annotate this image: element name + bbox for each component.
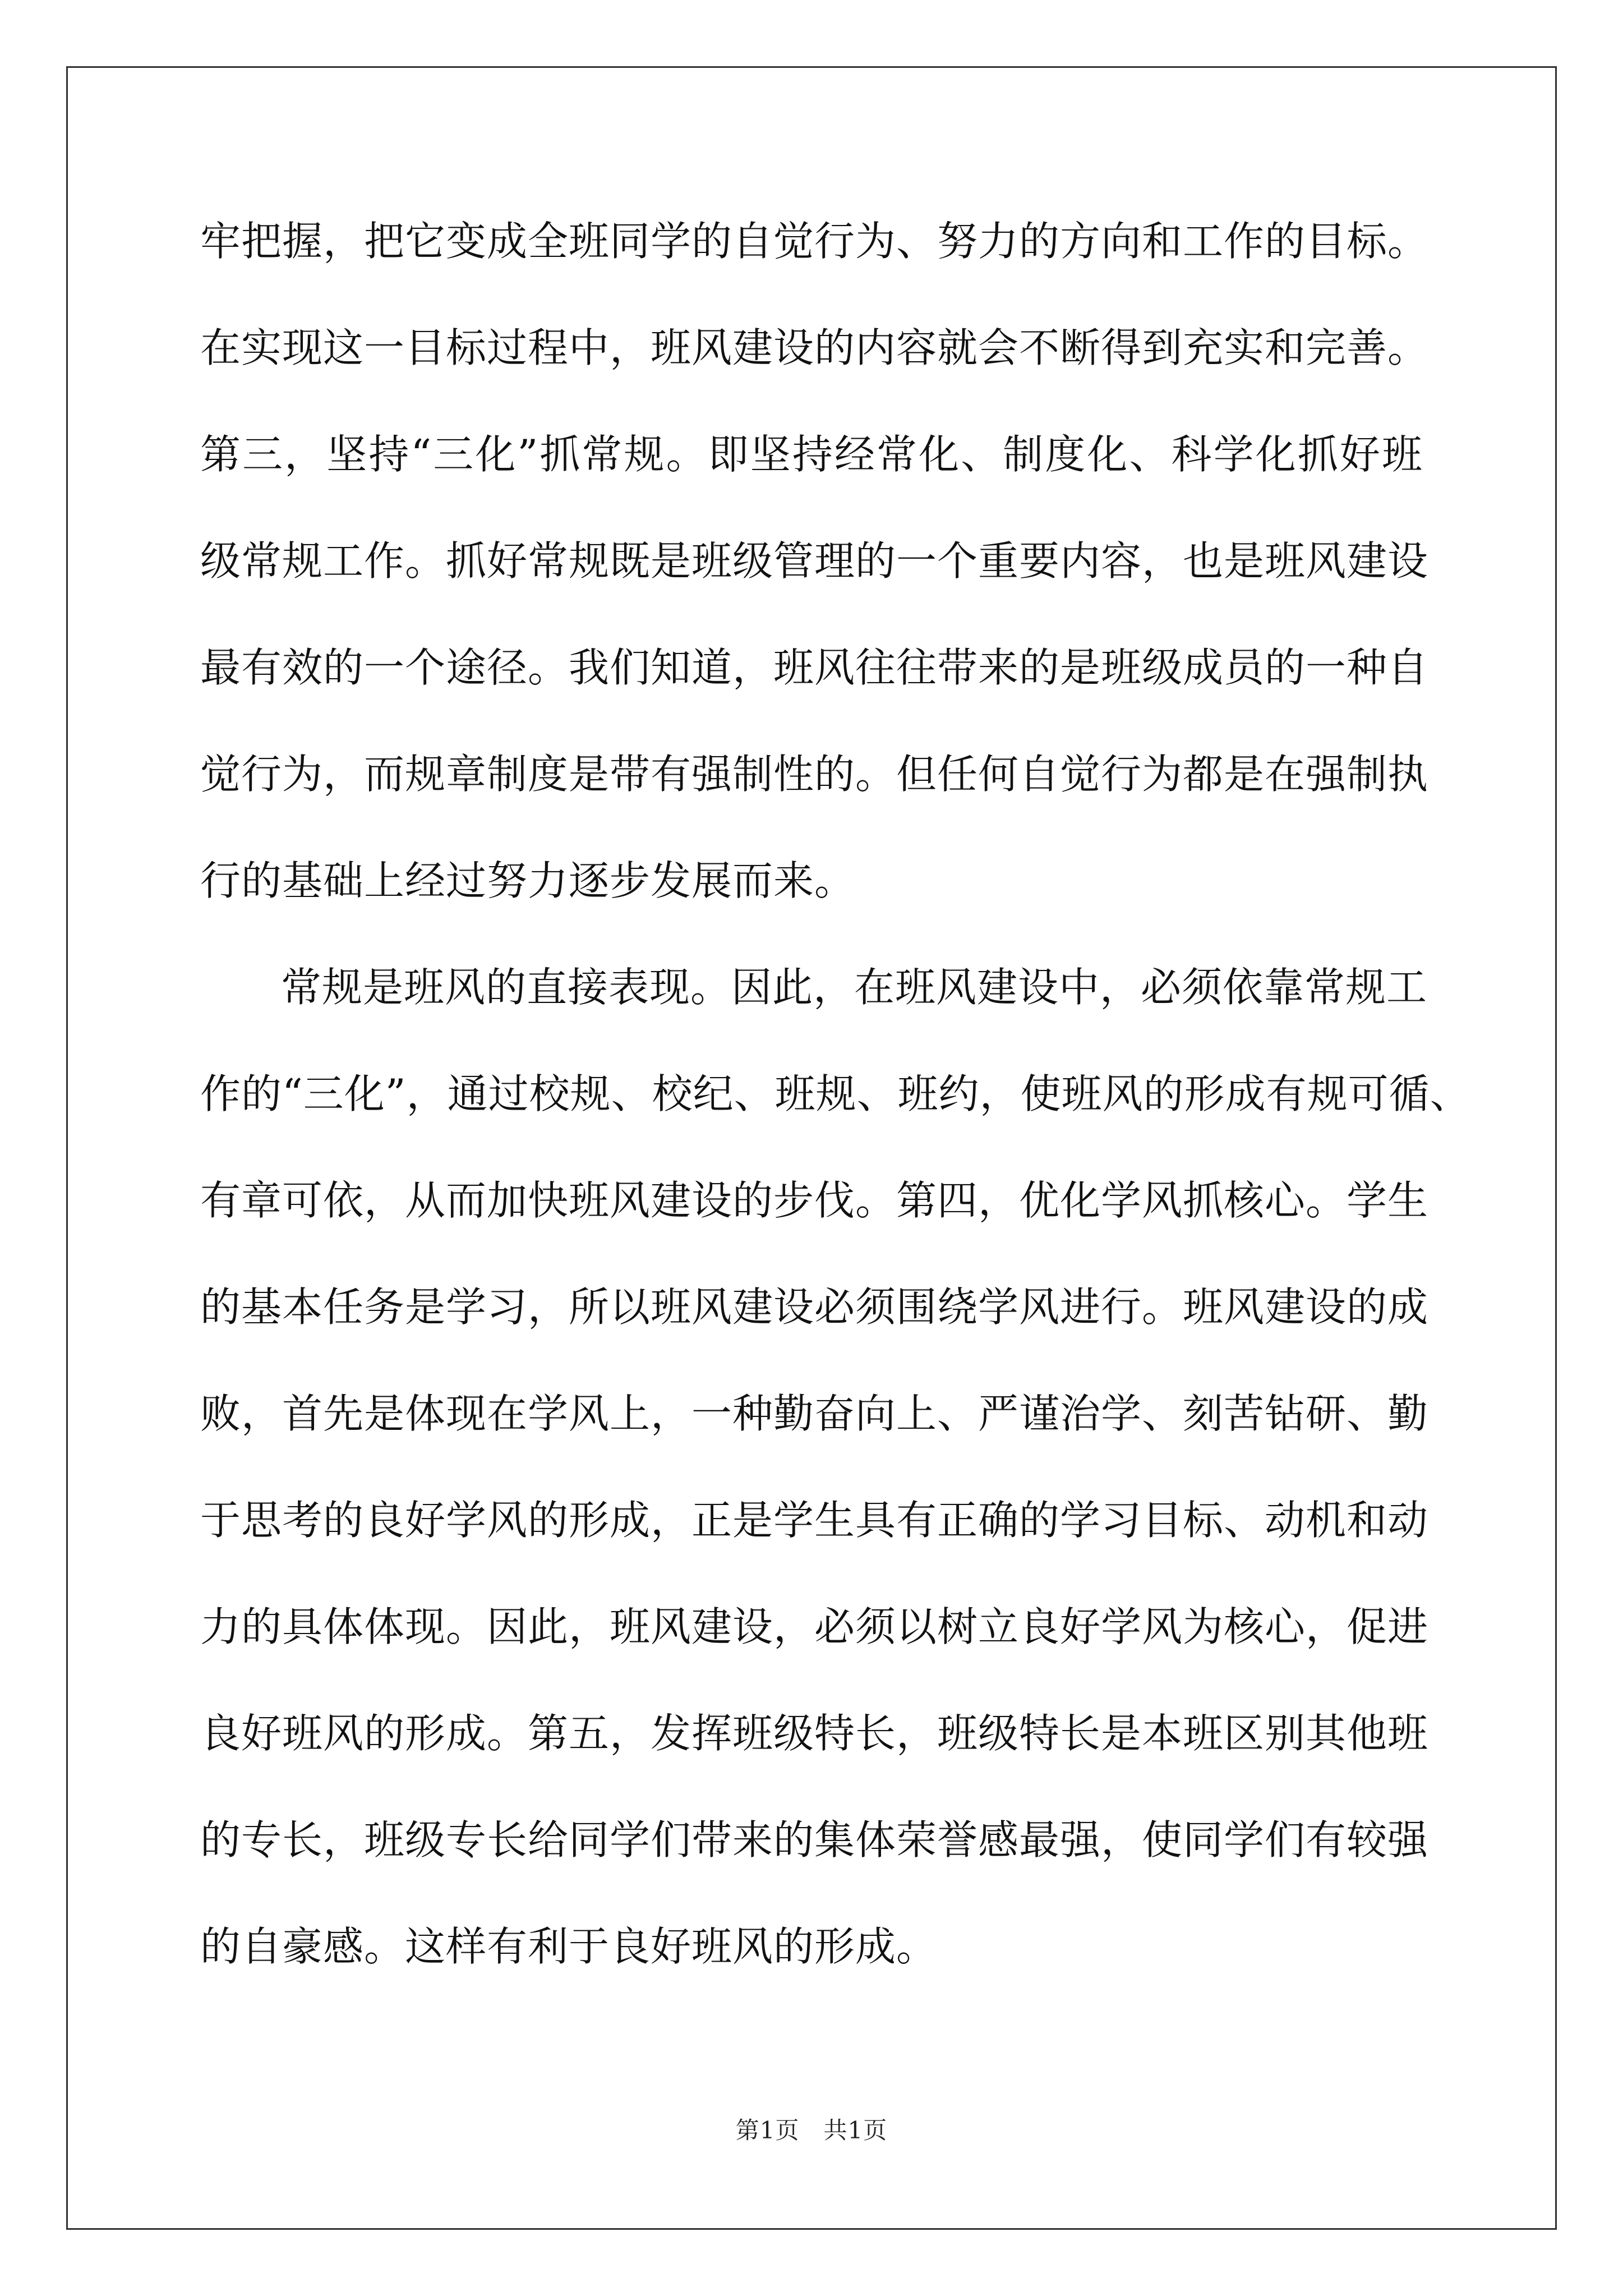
page-number-footer: 第1页 共1页 bbox=[735, 2116, 888, 2144]
text-line: 败，首先是体现在学风上，一种勤奋向上、严谨治学、刻苦钻研、勤 bbox=[200, 1390, 1429, 1437]
text-line: 第三，坚持“三化”抓常规。即坚持经常化、制度化、科学化抓好班 bbox=[200, 431, 1423, 478]
text-line: 最有效的一个途径。我们知道，班风往往带来的是班级成员的一种自 bbox=[200, 644, 1429, 691]
text-line: 的专长，班级专长给同学们带来的集体荣誉感最强，使同学们有较强 bbox=[200, 1816, 1429, 1864]
text-line: 力的具体体现。因此，班风建设，必须以树立良好学风为核心，促进 bbox=[200, 1603, 1429, 1650]
text-line: 觉行为，而规章制度是带有强制性的。但任何自觉行为都是在强制执 bbox=[200, 751, 1429, 798]
document-body bbox=[200, 205, 1471, 2017]
paragraph-first-line: 常规是班风的直接表现。因此，在班风建设中，必须依靠常规工 bbox=[281, 964, 1428, 1011]
text-line: 良好班风的形成。第五，发挥班级特长，班级特长是本班区别其他班 bbox=[200, 1710, 1429, 1757]
text-line: 的基本任务是学习，所以班风建设必须围绕学风进行。班风建设的成 bbox=[200, 1283, 1429, 1331]
text-line: 行的基础上经过努力逐步发展而来。 bbox=[200, 857, 856, 904]
text-line: 于思考的良好学风的形成，正是学生具有正确的学习目标、动机和动 bbox=[200, 1497, 1429, 1544]
text-line: 在实现这一目标过程中，班风建设的内容就会不断得到充实和完善。 bbox=[200, 324, 1429, 371]
text-line: 有章可依，从而加快班风建设的步伐。第四，优化学风抓核心。学生 bbox=[200, 1177, 1429, 1224]
text-line: 的自豪感。这样有利于良好班风的形成。 bbox=[200, 1923, 938, 1970]
text-line: 作的“三化”，通过校规、校纪、班规、班约，使班风的形成有规可循、 bbox=[200, 1070, 1471, 1117]
text-line: 级常规工作。抓好常规既是班级管理的一个重要内容，也是班风建设 bbox=[200, 537, 1429, 585]
text-line: 牢把握，把它变成全班同学的自觉行为、努力的方向和工作的目标。 bbox=[200, 218, 1429, 265]
